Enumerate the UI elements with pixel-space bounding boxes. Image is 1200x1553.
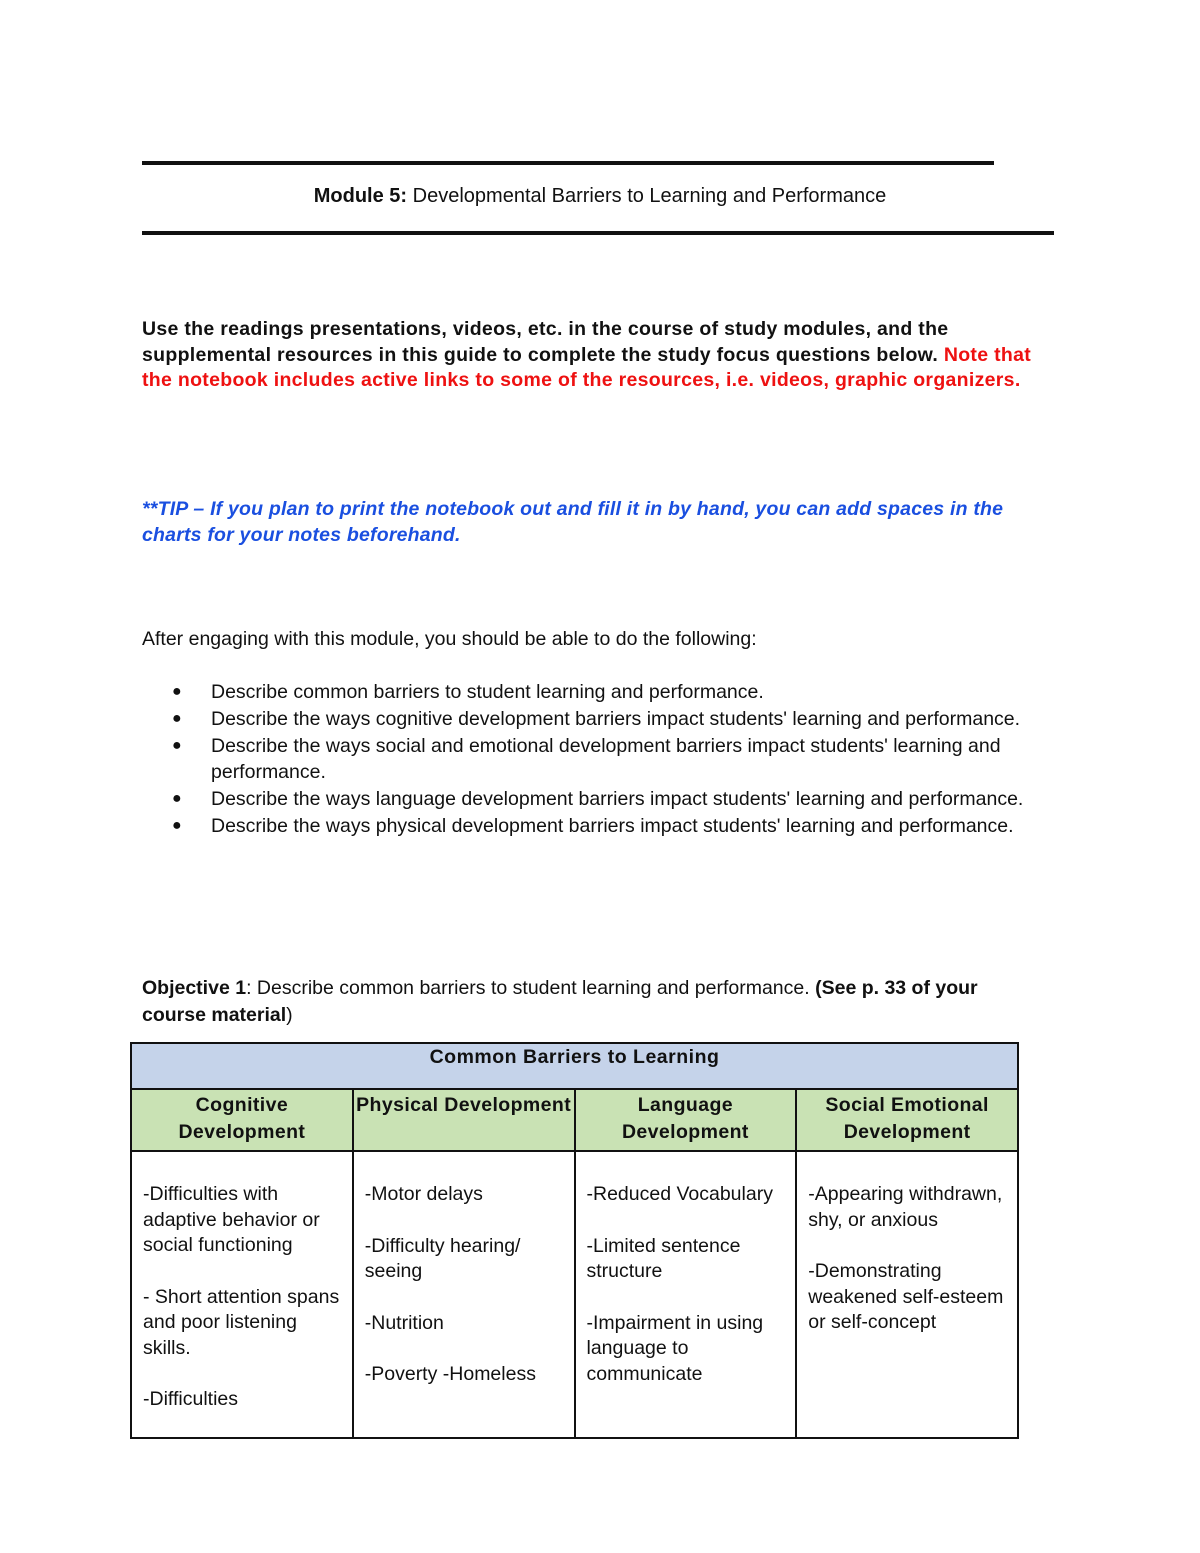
cell-item: -Poverty -Homeless (364, 1363, 536, 1385)
bullet-icon: ● (172, 736, 182, 754)
cell-item: -Appearing withdrawn, shy, or anxious (808, 1183, 1003, 1231)
bullet-icon: ● (172, 816, 182, 834)
cell-item: -Difficulty hearing/ seeing (364, 1234, 521, 1282)
intro-paragraph (142, 317, 1062, 394)
cell-social-emotional (796, 1151, 1018, 1438)
column-header-language: Language Development (575, 1089, 797, 1151)
cell-physical (353, 1151, 575, 1438)
cell-item: -Motor delays (364, 1183, 483, 1205)
bullet-icon: ● (172, 790, 182, 808)
list-item: ● Describe the ways physical development barriers impact students' learning and performance. (142, 813, 1062, 840)
list-item: ● Describe the ways language development barriers impact students' learning and performance. (142, 786, 1062, 813)
cell-item: -Demonstrating weakened self-esteem or self-concept (808, 1260, 1004, 1333)
cell-language (575, 1151, 797, 1438)
cell-item: -Impairment in using language to communicate (586, 1311, 764, 1385)
top-divider (142, 161, 994, 165)
objectives-list (142, 679, 1062, 840)
bullet-icon: ● (172, 709, 182, 727)
tip-text: **TIP – If you plan to print the notebook out and fill it in by hand, you can add spaces in the charts for your notes beforehand. (142, 498, 1004, 546)
column-header-cognitive: Cognitive Development (131, 1089, 353, 1151)
cell-cognitive (131, 1151, 353, 1438)
cell-item: -Difficulties (143, 1388, 238, 1410)
after-engaging-text: After engaging with this module, you should be able to do the following: (142, 628, 757, 650)
intro-instructions: Use the readings presentations, videos, etc. in the course of study modules, and the supplemental resources in this guide to complete the study focus questions below. (142, 318, 949, 366)
page-title (0, 184, 1200, 208)
objective-1-heading: Objective 1: Describe common barriers to student learning and performance. (See p. 33 of your course material) (142, 977, 978, 1026)
objective-1-reference: (See p. 33 of your course material (142, 977, 978, 1026)
bottom-divider (142, 231, 1054, 235)
column-header-physical: Physical Development (353, 1089, 575, 1151)
table-title: Common Barriers to Learning (131, 1043, 1018, 1089)
cell-item: -Reduced Vocabulary (586, 1183, 773, 1205)
intro-note: Note that the notebook includes active links to some of the resources, i.e. videos, graphic organizers. (142, 343, 1032, 391)
cell-item: - Short attention spans and poor listening skills. (143, 1285, 340, 1359)
column-header-social-emotional: Social Emotional Development (796, 1089, 1018, 1151)
cell-item: -Nutrition (364, 1311, 444, 1334)
list-item: ● Describe the ways social and emotional development barriers impact students' learning and performance. (172, 734, 1001, 784)
module-label: Module 5: (313, 185, 408, 207)
module-title: Developmental Barriers to Learning and Performance (412, 185, 887, 207)
objective-1-label: Objective 1 (142, 977, 247, 999)
cell-item: -Limited sentence structure (586, 1234, 741, 1282)
bullet-icon: ● (172, 683, 182, 700)
objective-1-text: : Describe common barriers to student learning and performance. (246, 977, 810, 999)
barriers-table (130, 1042, 1019, 1439)
cell-item: -Difficulties with adaptive behavior or social functioning (143, 1183, 320, 1256)
list-item: ● Describe common barriers to student learning and performance. (142, 679, 1062, 706)
list-item: ● Describe the ways cognitive development barriers impact students' learning and performance. (142, 706, 1062, 733)
